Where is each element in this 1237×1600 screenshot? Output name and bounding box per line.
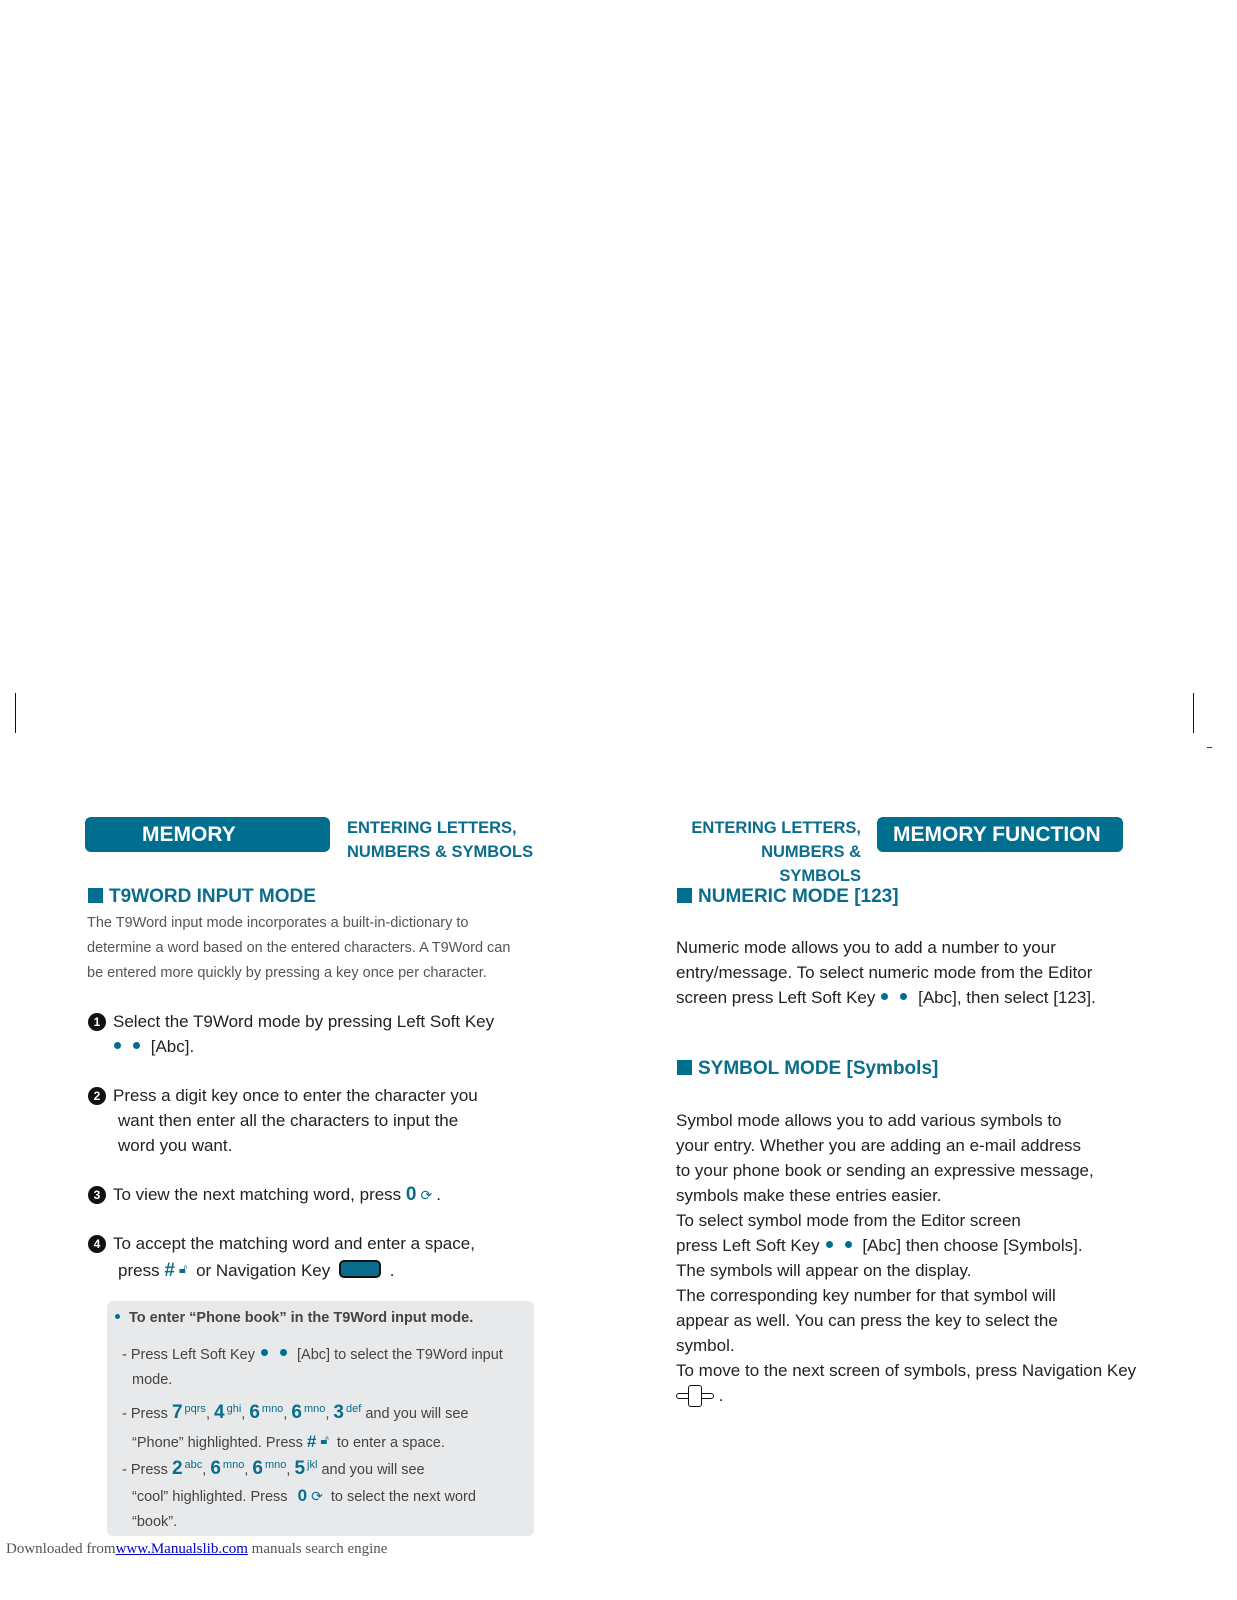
body-line: symbol. <box>676 1336 735 1355</box>
square-bullet-icon <box>677 1060 692 1075</box>
example-text: “cool” highlighted. Press <box>132 1489 288 1505</box>
example-text: to select the next word <box>330 1489 476 1505</box>
example-item-1 <box>122 1343 527 1393</box>
step-number-icon: 3 <box>88 1186 106 1204</box>
example-item-2: - Press 7 $^{pqrs}$, 4 $^{ghi}$, 6 $^{mno}$, 6 $^{mno}$, 3 $^{def}$ and you will see “Phone” highlighted. Press # 🔓︎ to enter a space. <box>122 1402 469 1451</box>
key-6-icon: 6 <box>249 1402 260 1423</box>
left-header-pill <box>85 817 330 881</box>
right-header-title: MEMORY FUNCTION <box>893 823 1101 846</box>
soft-key-dot-icon <box>114 1042 121 1049</box>
step-text: . <box>436 1185 441 1204</box>
key-0-icon: 0 <box>405 1184 417 1205</box>
footer-prefix: Downloaded from <box>6 1541 116 1557</box>
t9word-intro <box>87 911 527 986</box>
body-line: to your phone book or sending an expressive message, <box>676 1161 1094 1180</box>
step-text: To view the next matching word, press <box>113 1185 402 1204</box>
body-line: appear as well. You can press the key to select the <box>676 1311 1058 1330</box>
section-title-text: NUMERIC MODE [123] <box>698 886 899 907</box>
example-box-title <box>115 1306 530 1331</box>
soft-key-dot-icon <box>845 1241 852 1248</box>
intro-line: determine a word based on the entered characters. A T9Word can <box>87 940 511 956</box>
example-text: to enter a space. <box>336 1435 445 1451</box>
body-line: press Left Soft Key <box>676 1236 820 1255</box>
step-3 <box>88 1182 528 1208</box>
right-header-sub-line: ENTERING LETTERS, <box>691 819 861 837</box>
key-7-icon: 7 <box>171 1402 183 1423</box>
crop-mark-left <box>15 693 16 733</box>
body-line: [Abc] then choose [Symbols]. <box>862 1236 1083 1255</box>
footer <box>6 1541 387 1558</box>
intro-line: be entered more quickly by pressing a key once per character. <box>87 965 487 981</box>
example-text: - Press <box>122 1406 168 1422</box>
section-title-numeric <box>677 885 899 909</box>
body-line: To select symbol mode from the Editor screen <box>676 1211 1021 1230</box>
soft-key-dot-icon <box>133 1042 140 1049</box>
step-text: Press a digit key once to enter the character you <box>113 1086 478 1105</box>
step-number-icon: 4 <box>88 1235 106 1253</box>
key-letters: mno <box>261 1403 284 1415</box>
left-header-sub-line: NUMBERS & SYMBOLS <box>347 843 534 861</box>
example-text: “Phone” highlighted. Press <box>132 1435 303 1451</box>
key-4-icon: 4 <box>214 1402 225 1423</box>
step-text: word you want. <box>118 1136 233 1155</box>
step-text: To accept the matching word and enter a space, <box>113 1234 475 1253</box>
left-header-title: MEMORY FUNCTION <box>142 823 251 881</box>
step-text: . <box>389 1261 395 1280</box>
footer-suffix: manuals search engine <box>247 1541 388 1557</box>
numeric-body <box>676 935 1136 1010</box>
step-4 <box>88 1231 528 1283</box>
step-1 <box>88 1009 528 1059</box>
body-line: [Abc], then select [123]. <box>918 988 1096 1007</box>
section-title-symbol <box>677 1057 938 1081</box>
key-6-icon: 6 <box>252 1458 263 1479</box>
example-text: mode. <box>132 1372 173 1388</box>
key-5-icon: 5 <box>294 1458 306 1479</box>
key-letters: ghi <box>226 1403 242 1415</box>
body-line: The symbols will appear on the display. <box>676 1261 972 1280</box>
step-text: [Abc]. <box>150 1037 195 1056</box>
body-line: Numeric mode allows you to add a number to your <box>676 938 1056 957</box>
key-2-icon: 2 <box>171 1458 183 1479</box>
example-text: “book”. <box>132 1514 178 1530</box>
symbol-body <box>676 1108 1136 1408</box>
example-text: - Press <box>122 1462 168 1478</box>
section-title-text: SYMBOL MODE [Symbols] <box>698 1058 939 1079</box>
step-number-icon: 2 <box>88 1087 106 1105</box>
left-header-sub-line: ENTERING LETTERS, <box>347 819 517 837</box>
crop-mark-right <box>1193 693 1194 733</box>
lock-icon: 🔓︎ <box>320 1432 329 1447</box>
body-line: The corresponding key number for that symbol will <box>676 1286 1056 1305</box>
soft-key-dot-icon <box>881 993 888 1000</box>
key-6-icon: 6 <box>291 1402 302 1423</box>
soft-key-dot-icon <box>826 1241 833 1248</box>
left-header-subtitle <box>347 816 533 864</box>
key-0-icon: 0 <box>297 1486 308 1505</box>
navigation-key-icon <box>339 1260 381 1278</box>
soft-key-dot-icon <box>261 1349 268 1356</box>
key-letters: mno <box>264 1459 287 1471</box>
section-title-text: T9WORD INPUT MODE <box>109 886 316 907</box>
key-letters: abc <box>184 1459 203 1471</box>
key-letters: mno <box>303 1403 326 1415</box>
crop-dash <box>1207 747 1212 748</box>
step-text: or Navigation Key <box>196 1261 331 1280</box>
example-text: - Press Left Soft Key <box>122 1347 255 1363</box>
key-letters: def <box>346 1403 362 1415</box>
key-letters: jkl <box>307 1459 318 1471</box>
body-line: your entry. Whether you are adding an e-mail address <box>676 1136 1082 1155</box>
key-3-icon: 3 <box>333 1402 344 1423</box>
step-2 <box>88 1083 528 1158</box>
cycle-icon: ⟳ <box>420 1187 433 1203</box>
soft-key-dot-icon <box>900 993 907 1000</box>
section-title-t9word <box>88 885 316 909</box>
step-text: want then enter all the characters to input the <box>118 1111 459 1130</box>
manualslib-link[interactable]: www.Manualslib.com <box>115 1541 248 1557</box>
body-line: Symbol mode allows you to add various symbols to <box>676 1111 1062 1130</box>
key-letters: mno <box>222 1459 245 1471</box>
example-text: and you will see <box>321 1462 425 1478</box>
cycle-icon: ⟳ <box>311 1488 323 1504</box>
lock-icon: 🔓︎ <box>178 1261 188 1276</box>
key-6-icon: 6 <box>210 1458 221 1479</box>
soft-key-dot-icon <box>280 1349 287 1356</box>
right-header-subtitle <box>683 816 861 888</box>
intro-line: The T9Word input mode incorporates a built-in-dictionary to <box>87 915 469 931</box>
body-line: symbols make these entries easier. <box>676 1186 942 1205</box>
example-text: [Abc] to select the T9Word input <box>297 1347 503 1363</box>
example-text: and you will see <box>365 1406 469 1422</box>
hash-key-icon: # <box>306 1432 317 1451</box>
square-bullet-icon <box>88 888 103 903</box>
body-line: entry/message. To select numeric mode from the Editor <box>676 963 1093 982</box>
example-box-title-text: To enter “Phone book” in the T9Word input mode. <box>129 1310 474 1326</box>
right-header-pill <box>877 817 1123 852</box>
body-line: To move to the next screen of symbols, press Navigation Key <box>676 1361 1137 1380</box>
step-number-icon: 1 <box>88 1013 106 1031</box>
body-line: . <box>718 1386 724 1405</box>
step-text: Select the T9Word mode by pressing Left Soft Key <box>113 1012 495 1031</box>
right-header-sub-line: NUMBERS & SYMBOLS <box>761 843 861 885</box>
key-letters: pqrs <box>184 1403 206 1415</box>
bullet-icon <box>115 1314 120 1319</box>
navigation-key-updown-icon <box>676 1385 714 1407</box>
example-item-3: - Press 2 $^{abc}$, 6 $^{mno}$, 6 $^{mno}$, 5 $^{jkl}$ and you will see “cool” highlighted. Press 0 ⟳ to select the next word “book”. <box>122 1453 532 1535</box>
hash-key-icon: # <box>164 1260 175 1281</box>
body-line: screen press Left Soft Key <box>676 988 876 1007</box>
step-text: press <box>118 1261 160 1280</box>
square-bullet-icon <box>677 888 692 903</box>
